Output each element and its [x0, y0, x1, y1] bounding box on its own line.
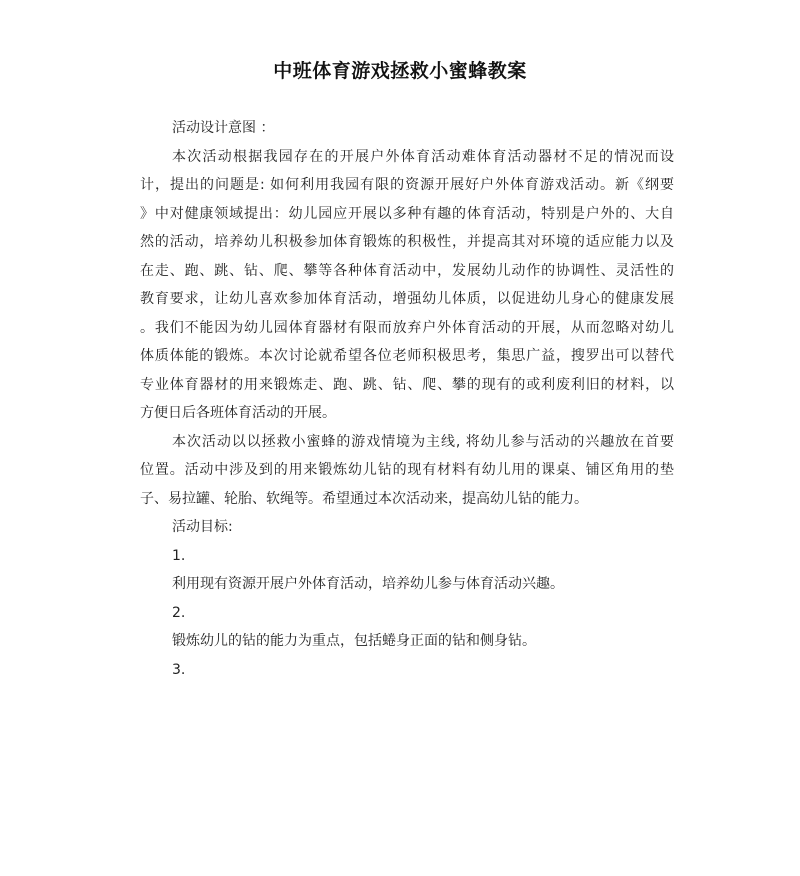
body-line: 在走、跑、跳、钻、爬、攀等各种体育活动中，发展幼儿动作的协调性、灵活性的	[140, 262, 674, 279]
body-line: 3.	[172, 661, 186, 678]
body-line: 本次活动以以拯救小蜜蜂的游戏情境为主线, 将幼儿参与活动的兴趣放在首要	[172, 433, 674, 450]
document-title: 中班体育游戏拯救小蜜蜂教案	[273, 60, 527, 82]
body-line: 然的活动，培养幼儿积极参加体育锻炼的积极性，并提高其对环境的适应能力以及	[140, 234, 674, 250]
body-line: 教育要求，让幼儿喜欢参加体育活动，增强幼儿体质，以促进幼儿身心的健康发展	[140, 291, 674, 307]
body-line: 专业体育器材的用来锻炼走、跑、跳、钻、爬、攀的现有的或利废利旧的材料，以	[140, 376, 674, 393]
body-line: 本次活动根据我园存在的开展户外体育活动难体育活动器材不足的情况而设	[172, 148, 674, 165]
body-line: 》中对健康领域提出：幼儿园应开展以多种有趣的体育活动，特别是户外的、大自	[140, 205, 674, 222]
document-body	[140, 114, 674, 684]
body-line: 体质体能的锻炼。本次讨论就希望各位老师积极思考，集思广益，搜罗出可以替代	[140, 348, 674, 364]
body-line: 计，提出的问题是: 如何利用我园有限的资源开展好户外体育游戏活动。新《纲要	[140, 177, 674, 193]
body-line: 活动设计意图 ：	[172, 120, 275, 136]
body-line: 位置。活动中涉及到的用来锻炼幼儿钻的现有材料有幼儿用的课桌、铺区角用的垫	[140, 462, 674, 478]
body-line: 活动目标:	[172, 519, 233, 535]
body-line: 利用现有资源开展户外体育活动，培养幼儿参与体育活动兴趣。	[172, 576, 564, 592]
body-line: 。我们不能因为幼儿园体育器材有限而放弃户外体育活动的开展，从而忽略对幼儿	[140, 319, 674, 336]
body-line: 1.	[172, 547, 186, 564]
body-line: 锻炼幼儿的钻的能力为重点，包括蜷身正面的钻和侧身钻。	[172, 633, 536, 649]
body-line: 方便日后各班体育活动的开展。	[140, 405, 336, 421]
body-line: 2.	[172, 604, 186, 621]
body-line: 子、易拉罐、轮胎、软绳等。希望通过本次活动来，提高幼儿钻的能力。	[140, 490, 588, 507]
